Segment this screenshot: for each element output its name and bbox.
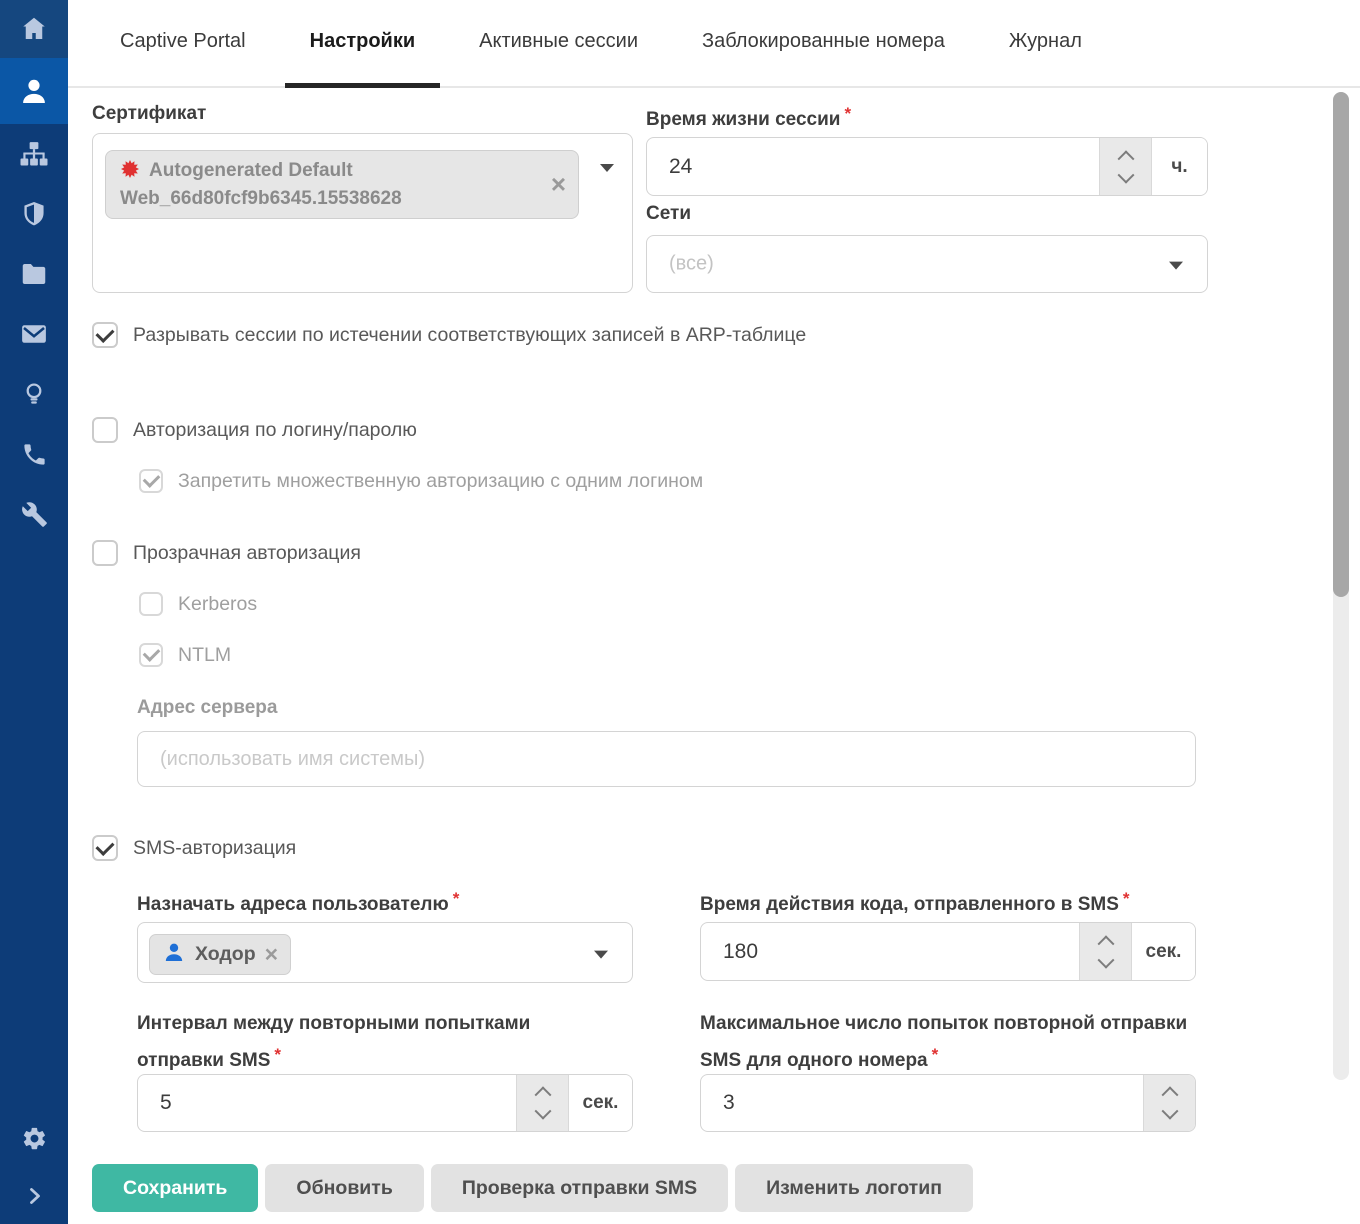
save-button[interactable]: Сохранить (92, 1164, 258, 1212)
tab-label: Активные сессии (479, 30, 638, 52)
checkbox-row-kerberos[interactable] (139, 592, 257, 616)
assign-user-label-text: Назначать адреса пользователю (137, 894, 449, 915)
networks-label: Сети (646, 203, 692, 224)
max-retries-stepper[interactable] (1143, 1075, 1195, 1131)
sidebar-item-home[interactable] (0, 0, 68, 58)
tabbar (68, 0, 1360, 88)
retry-interval-stepper[interactable] (516, 1075, 568, 1131)
checkbox-row-transparent-auth[interactable] (92, 540, 361, 566)
session-lifetime-label-text: Время жизни сессии (646, 109, 841, 130)
server-address-input[interactable] (137, 731, 1196, 787)
assign-user-tag-text: Ходор (195, 943, 256, 965)
stepper-up-icon[interactable] (1097, 935, 1114, 952)
tab-blocked-numbers[interactable] (677, 0, 970, 88)
checkbox-row-ntlm[interactable] (139, 643, 231, 667)
ntlm-checkbox-label: NTLM (178, 643, 232, 666)
required-asterisk: * (452, 889, 460, 908)
tab-captive-portal[interactable] (95, 0, 271, 88)
retry-interval-label-text: Интервал между повторными попытками отправки SMS (137, 1013, 531, 1071)
kerberos-checkbox-label: Kerberos (178, 592, 258, 615)
stepper-up-icon[interactable] (1161, 1086, 1178, 1103)
deny-multi-login-checkbox[interactable] (139, 469, 163, 493)
certificate-seal-icon (120, 159, 140, 186)
server-address-label: Адрес сервера (137, 697, 278, 718)
sidebar (0, 0, 68, 1224)
networks-dropdown-caret-icon (1169, 262, 1183, 270)
sidebar-item-security[interactable] (0, 184, 68, 244)
session-lifetime-stepper[interactable] (1099, 138, 1151, 195)
assign-user-tag (149, 934, 291, 975)
transparent-auth-checkbox[interactable] (92, 540, 118, 566)
max-retries-label (700, 1008, 1205, 1076)
checkbox-row-deny-multi-login[interactable] (139, 469, 703, 493)
wrench-icon (21, 501, 48, 528)
assign-user-select[interactable] (137, 922, 633, 983)
sitemap-icon (19, 139, 49, 169)
phone-icon (21, 441, 48, 468)
lightbulb-icon (20, 380, 48, 408)
sidebar-item-network[interactable] (0, 124, 68, 184)
sidebar-item-mail[interactable] (0, 304, 68, 364)
assign-user-label (137, 887, 459, 917)
test-sms-button[interactable]: Проверка отправки SMS (431, 1164, 728, 1212)
login-auth-checkbox[interactable] (92, 417, 118, 443)
deny-multi-login-checkbox-label: Запретить множественную авторизацию с одним логином (178, 469, 704, 492)
retry-interval-label (137, 1008, 577, 1076)
required-asterisk: * (844, 104, 852, 123)
required-asterisk: * (274, 1045, 282, 1064)
sidebar-item-users[interactable] (0, 58, 68, 124)
session-lifetime-label (646, 102, 851, 132)
action-bar (92, 1164, 973, 1212)
code-lifetime-unit: сек. (1131, 923, 1195, 980)
session-lifetime-input[interactable] (647, 138, 1099, 195)
stepper-up-icon[interactable] (534, 1086, 551, 1103)
user-icon (18, 75, 50, 107)
retry-interval-unit: сек. (568, 1075, 632, 1131)
arp-checkbox-label: Разрывать сессии по истечении соответствующих записей в ARP-таблице (133, 323, 807, 346)
mail-icon (19, 319, 49, 349)
certificate-label: Сертификат (92, 103, 207, 124)
code-lifetime-input[interactable] (701, 923, 1079, 980)
folder-icon (19, 259, 49, 289)
required-asterisk: * (931, 1045, 939, 1064)
certificate-dropdown-caret-icon[interactable] (600, 164, 614, 172)
code-lifetime-label-text: Время действия кода, отправленного в SMS (700, 894, 1119, 915)
required-asterisk: * (1122, 889, 1130, 908)
max-retries-group (700, 1074, 1196, 1132)
code-lifetime-stepper[interactable] (1079, 923, 1131, 980)
tab-journal[interactable] (984, 0, 1107, 88)
checkbox-row-sms-auth[interactable] (92, 835, 296, 861)
tab-label: Журнал (1008, 30, 1082, 52)
arp-checkbox[interactable] (92, 322, 118, 348)
sidebar-item-files[interactable] (0, 244, 68, 304)
session-lifetime-unit: ч. (1151, 138, 1207, 195)
session-lifetime-group (646, 137, 1208, 196)
max-retries-label-text: Максимальное число попыток повторной отправки SMS для одного номера (700, 1013, 1188, 1071)
stepper-down-icon[interactable] (534, 1103, 551, 1120)
chevron-right-icon (22, 1184, 46, 1208)
sidebar-bottom (0, 1108, 68, 1224)
shield-icon (20, 200, 48, 228)
tab-active-sessions[interactable] (454, 0, 663, 88)
code-lifetime-group (700, 922, 1196, 981)
certificate-selected-tag (105, 150, 579, 219)
ntlm-checkbox[interactable] (139, 643, 163, 667)
login-auth-checkbox-label: Авторизация по логину/паролю (133, 418, 417, 441)
networks-placeholder: (все) (669, 252, 714, 275)
transparent-auth-checkbox-label: Прозрачная авторизация (133, 541, 361, 564)
sidebar-collapse-toggle[interactable] (0, 1168, 68, 1224)
max-retries-input[interactable] (701, 1075, 1143, 1131)
sms-auth-checkbox-label: SMS-авторизация (133, 836, 297, 859)
refresh-button[interactable]: Обновить (265, 1164, 423, 1212)
certificate-tag-text: Autogenerated Default Web_66d80fcf9b6345.15538628 (120, 160, 402, 209)
stepper-down-icon[interactable] (1097, 951, 1114, 968)
networks-select[interactable] (646, 235, 1208, 293)
sidebar-item-settings[interactable] (0, 1108, 68, 1168)
sidebar-item-telephony[interactable] (0, 424, 68, 484)
sidebar-item-tools[interactable] (0, 484, 68, 544)
scrollbar-thumb[interactable] (1333, 92, 1349, 597)
assign-user-dropdown-caret-icon (594, 950, 608, 958)
stepper-down-icon[interactable] (1117, 166, 1134, 183)
sms-auth-checkbox[interactable] (92, 835, 118, 861)
stepper-up-icon[interactable] (1117, 150, 1134, 167)
certificate-multiselect[interactable] (92, 133, 633, 293)
scrollbar-track[interactable] (1333, 92, 1349, 1080)
assign-user-tag-remove-icon[interactable]: × (264, 941, 279, 967)
home-icon (19, 14, 49, 44)
tab-label: Captive Portal (120, 30, 246, 52)
tab-label: Настройки (309, 30, 416, 52)
code-lifetime-label (700, 887, 1130, 917)
checkbox-row-arp[interactable] (92, 322, 806, 348)
change-logo-button[interactable]: Изменить логотип (735, 1164, 973, 1212)
retry-interval-input[interactable] (138, 1075, 516, 1131)
sidebar-item-ideas[interactable] (0, 364, 68, 424)
retry-interval-group (137, 1074, 633, 1132)
gear-icon (21, 1125, 48, 1152)
stepper-down-icon[interactable] (1161, 1103, 1178, 1120)
kerberos-checkbox[interactable] (139, 592, 163, 616)
user-tag-person-icon (162, 940, 186, 969)
certificate-tag-remove-icon[interactable]: × (550, 168, 566, 199)
checkbox-row-login-auth[interactable] (92, 417, 417, 443)
tab-label: Заблокированные номера (702, 30, 945, 52)
tab-settings[interactable] (285, 0, 441, 88)
